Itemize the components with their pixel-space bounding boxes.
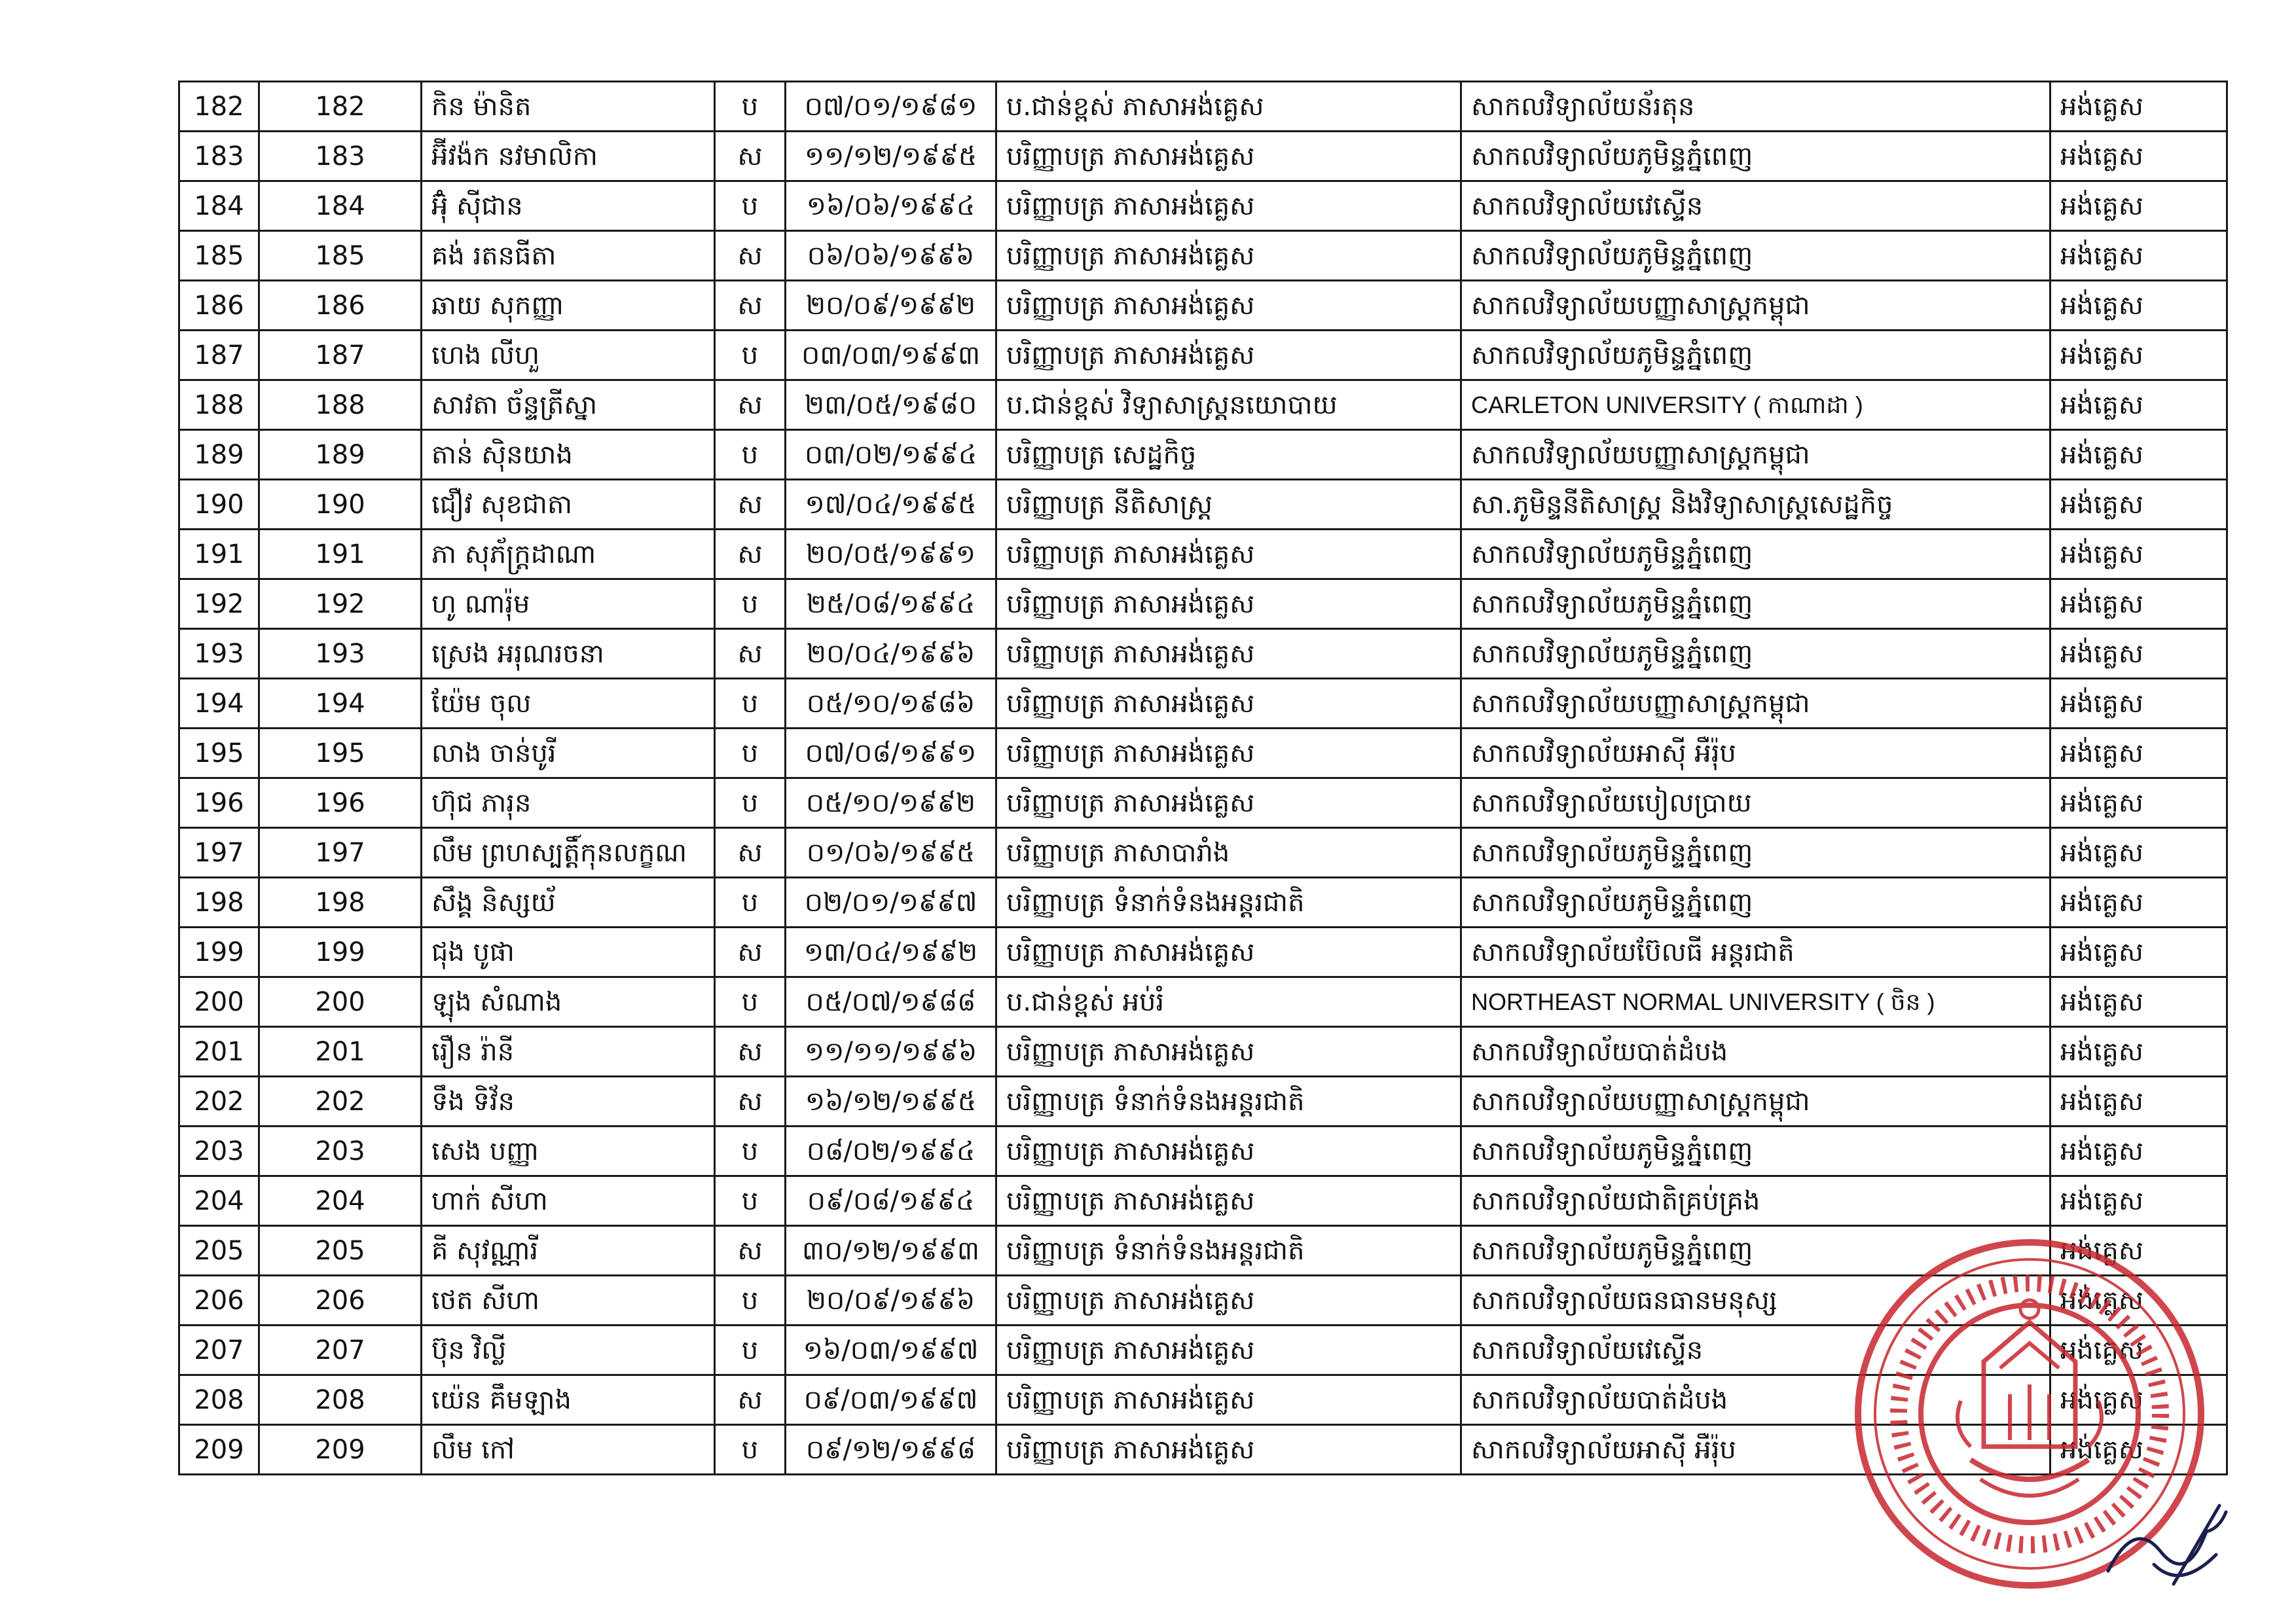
- institution-cell: សា.ភូមិន្ទនីតិសាស្ត្រ និងវិទ្យាសាស្ត្រសេដ្ឋកិច្ច: [1461, 480, 2050, 530]
- institution-cell: សាកលវិទ្យាល័យបញ្ញាសាស្ត្រកម្ពុជា: [1461, 679, 2050, 729]
- row-number-cell: 183: [179, 132, 259, 181]
- row-number-cell: 190: [179, 480, 259, 530]
- date-of-birth-cell: ២០/០៩/១៩៩៦: [786, 1276, 996, 1326]
- sex-cell: ស: [715, 928, 786, 977]
- field-cell: អង់គ្លេស: [2050, 878, 2227, 928]
- institution-cell: សាកលវិទ្យាល័យភូមិន្ទភ្នំពេញ: [1461, 579, 2050, 629]
- row-number-cell: 204: [179, 1176, 259, 1226]
- name-cell: លាង ចាន់បូរី: [422, 729, 715, 778]
- institution-cell: សាកលវិទ្យាល័យភូមិន្ទភ្នំពេញ: [1461, 231, 2050, 281]
- degree-major-cell: បរិញ្ញាបត្រ ទំនាក់ទំនងអន្តរជាតិ: [996, 878, 1461, 928]
- date-of-birth-cell: ១៧/០៤/១៩៩៥: [786, 480, 996, 530]
- id-number-cell: 184: [259, 181, 422, 231]
- row-number-cell: 209: [179, 1425, 259, 1475]
- id-number-cell: 183: [259, 132, 422, 181]
- institution-cell: សាកលវិទ្យាល័យវេស្ទើន: [1461, 181, 2050, 231]
- name-cell: ថេត សីហា: [422, 1276, 715, 1326]
- degree-major-cell: បរិញ្ញាបត្រ ភាសាអង់គ្លេស: [996, 928, 1461, 977]
- sex-cell: ស: [715, 828, 786, 878]
- field-cell: អង់គ្លេស: [2050, 530, 2227, 579]
- id-number-cell: 190: [259, 480, 422, 530]
- id-number-cell: 199: [259, 928, 422, 977]
- date-of-birth-cell: ០៩/០៨/១៩៩៤: [786, 1176, 996, 1226]
- table-row: [179, 1077, 2227, 1127]
- sex-cell: ស: [715, 629, 786, 679]
- date-of-birth-cell: ០៥/១០/១៩៩២: [786, 778, 996, 828]
- table-row: [179, 1027, 2227, 1077]
- sex-cell: ស: [715, 480, 786, 530]
- row-number-cell: 203: [179, 1127, 259, 1176]
- institution-cell: សាកលវិទ្យាល័យអាស៊ី អឺរ៉ុប: [1461, 729, 2050, 778]
- field-cell: អង់គ្លេស: [2050, 1077, 2227, 1127]
- name-cell: ឆាយ សុកញ្ញា: [422, 281, 715, 331]
- id-number-cell: 201: [259, 1027, 422, 1077]
- name-cell: ប៊ុន វិល្លី: [422, 1326, 715, 1375]
- sex-cell: ស: [715, 1375, 786, 1425]
- field-cell: អង់គ្លេស: [2050, 1127, 2227, 1176]
- institution-cell: សាកលវិទ្យាល័យភូមិន្ទភ្នំពេញ: [1461, 629, 2050, 679]
- id-number-cell: 192: [259, 579, 422, 629]
- sex-cell: ប: [715, 977, 786, 1027]
- name-cell: តាន់ ស៊ិនយាង: [422, 430, 715, 480]
- degree-major-cell: បរិញ្ញាបត្រ ភាសាអង់គ្លេស: [996, 1027, 1461, 1077]
- table-row: [179, 530, 2227, 579]
- table-row: [179, 1176, 2227, 1226]
- table-row: [179, 132, 2227, 181]
- degree-major-cell: បរិញ្ញាបត្រ ភាសាអង់គ្លេស: [996, 1176, 1461, 1226]
- name-cell: ឡុង សំណាង: [422, 977, 715, 1027]
- field-cell: អង់គ្លេស: [2050, 82, 2227, 132]
- sex-cell: ស: [715, 380, 786, 430]
- name-cell: ហាក់ សីហា: [422, 1176, 715, 1226]
- institution-cell: សាកលវិទ្យាល័យបាត់ដំបង: [1461, 1375, 2050, 1425]
- sex-cell: ប: [715, 1176, 786, 1226]
- row-number-cell: 195: [179, 729, 259, 778]
- name-cell: ភា សុភ័ក្ត្រដាណា: [422, 530, 715, 579]
- date-of-birth-cell: ១៦/០៦/១៩៩៤: [786, 181, 996, 231]
- field-cell: អង់គ្លេស: [2050, 231, 2227, 281]
- row-number-cell: 196: [179, 778, 259, 828]
- date-of-birth-cell: ១៦/១២/១៩៩៥: [786, 1077, 996, 1127]
- row-number-cell: 182: [179, 82, 259, 132]
- name-cell: សេង បញ្ញា: [422, 1127, 715, 1176]
- degree-major-cell: បរិញ្ញាបត្រ នីតិសាស្ត្រ: [996, 480, 1461, 530]
- id-number-cell: 208: [259, 1375, 422, 1425]
- sex-cell: ប: [715, 331, 786, 380]
- degree-major-cell: បរិញ្ញាបត្រ ភាសាអង់គ្លេស: [996, 331, 1461, 380]
- id-number-cell: 209: [259, 1425, 422, 1475]
- degree-major-cell: ប.ជាន់ខ្ពស់ អប់រំ: [996, 977, 1461, 1027]
- date-of-birth-cell: ១១/១១/១៩៩៦: [786, 1027, 996, 1077]
- name-cell: លឹម ព្រហស្បត្តិ៍កុនលក្ខណ: [422, 828, 715, 878]
- degree-major-cell: បរិញ្ញាបត្រ ភាសាបារាំង: [996, 828, 1461, 878]
- field-cell: អង់គ្លេស: [2050, 1276, 2227, 1326]
- field-cell: អង់គ្លេស: [2050, 1326, 2227, 1375]
- institution-cell: សាកលវិទ្យាល័យវេស្ទើន: [1461, 1326, 2050, 1375]
- institution-cell: សាកលវិទ្យាល័យបញ្ញាសាស្ត្រកម្ពុជា: [1461, 281, 2050, 331]
- sex-cell: ប: [715, 82, 786, 132]
- date-of-birth-cell: ២៥/០៨/១៩៩៤: [786, 579, 996, 629]
- sex-cell: ស: [715, 231, 786, 281]
- id-number-cell: 193: [259, 629, 422, 679]
- row-number-cell: 207: [179, 1326, 259, 1375]
- institution-cell: សាកលវិទ្យាល័យភូមិន្ទភ្នំពេញ: [1461, 530, 2050, 579]
- row-number-cell: 194: [179, 679, 259, 729]
- institution-cell: សាកលវិទ្យាល័យបៀលប្រាយ: [1461, 778, 2050, 828]
- row-number-cell: 205: [179, 1226, 259, 1276]
- date-of-birth-cell: ០៥/១០/១៩៨៦: [786, 679, 996, 729]
- field-cell: អង់គ្លេស: [2050, 1027, 2227, 1077]
- field-cell: អង់គ្លេស: [2050, 828, 2227, 878]
- field-cell: អង់គ្លេស: [2050, 977, 2227, 1027]
- table-row: [179, 430, 2227, 480]
- sex-cell: ស: [715, 1077, 786, 1127]
- field-cell: អង់គ្លេស: [2050, 629, 2227, 679]
- row-number-cell: 192: [179, 579, 259, 629]
- date-of-birth-cell: ០២/០១/១៩៩៧: [786, 878, 996, 928]
- sex-cell: ប: [715, 1425, 786, 1475]
- date-of-birth-cell: ០៧/០១/១៩៨១: [786, 82, 996, 132]
- id-number-cell: 187: [259, 331, 422, 380]
- degree-major-cell: បរិញ្ញាបត្រ សេដ្ឋកិច្ច: [996, 430, 1461, 480]
- row-number-cell: 199: [179, 928, 259, 977]
- sex-cell: ប: [715, 878, 786, 928]
- date-of-birth-cell: ១១/១២/១៩៩៥: [786, 132, 996, 181]
- table-row: [179, 878, 2227, 928]
- name-cell: ហូ ណារ៉ុម: [422, 579, 715, 629]
- name-cell: សឹង្គ និស្សយ័: [422, 878, 715, 928]
- row-number-cell: 186: [179, 281, 259, 331]
- field-cell: អង់គ្លេស: [2050, 928, 2227, 977]
- row-number-cell: 187: [179, 331, 259, 380]
- table-row: [179, 778, 2227, 828]
- row-number-cell: 202: [179, 1077, 259, 1127]
- date-of-birth-cell: ០៧/០៨/១៩៩១: [786, 729, 996, 778]
- table-row: [179, 629, 2227, 679]
- table-row: [179, 828, 2227, 878]
- degree-major-cell: បរិញ្ញាបត្រ ភាសាអង់គ្លេស: [996, 729, 1461, 778]
- field-cell: អង់គ្លេស: [2050, 679, 2227, 729]
- name-cell: យ៉េន គឹមឡាង: [422, 1375, 715, 1425]
- degree-major-cell: បរិញ្ញាបត្រ ភាសាអង់គ្លេស: [996, 679, 1461, 729]
- sex-cell: ប: [715, 1127, 786, 1176]
- name-cell: គី សុវណ្ណារី: [422, 1226, 715, 1276]
- field-cell: អង់គ្លេស: [2050, 331, 2227, 380]
- id-number-cell: 206: [259, 1276, 422, 1326]
- degree-major-cell: បរិញ្ញាបត្រ ភាសាអង់គ្លេស: [996, 1375, 1461, 1425]
- degree-major-cell: ប.ជាន់ខ្ពស់ ភាសាអង់គ្លេស: [996, 82, 1461, 132]
- date-of-birth-cell: ០៥/០៧/១៩៨៨: [786, 977, 996, 1027]
- id-number-cell: 204: [259, 1176, 422, 1226]
- institution-cell: សាកលវិទ្យាល័យភូមិន្ទភ្នំពេញ: [1461, 828, 2050, 878]
- id-number-cell: 200: [259, 977, 422, 1027]
- institution-cell: សាកលវិទ្យាល័យប៊ែលធី អន្តរជាតិ: [1461, 928, 2050, 977]
- table-row: [179, 579, 2227, 629]
- sex-cell: ប: [715, 729, 786, 778]
- table-row: [179, 679, 2227, 729]
- institution-cell: សាកលវិទ្យាល័យន័រតុន: [1461, 82, 2050, 132]
- date-of-birth-cell: ១៦/០៣/១៩៩៧: [786, 1326, 996, 1375]
- date-of-birth-cell: ២៣/០៥/១៩៨០: [786, 380, 996, 430]
- table-row: [179, 331, 2227, 380]
- degree-major-cell: បរិញ្ញាបត្រ ទំនាក់ទំនងអន្តរជាតិ: [996, 1226, 1461, 1276]
- table-row: [179, 1127, 2227, 1176]
- signature-icon: [2095, 1492, 2239, 1597]
- row-number-cell: 198: [179, 878, 259, 928]
- id-number-cell: 185: [259, 231, 422, 281]
- date-of-birth-cell: ២០/០៤/១៩៩៦: [786, 629, 996, 679]
- degree-major-cell: បរិញ្ញាបត្រ ភាសាអង់គ្លេស: [996, 530, 1461, 579]
- degree-major-cell: បរិញ្ញាបត្រ ភាសាអង់គ្លេស: [996, 778, 1461, 828]
- name-cell: រឿន រ៉ានី: [422, 1027, 715, 1077]
- institution-cell: សាកលវិទ្យាល័យបញ្ញាសាស្ត្រកម្ពុជា: [1461, 430, 2050, 480]
- degree-major-cell: បរិញ្ញាបត្រ ភាសាអង់គ្លេស: [996, 1326, 1461, 1375]
- sex-cell: ប: [715, 579, 786, 629]
- institution-cell: សាកលវិទ្យាល័យភូមិន្ទភ្នំពេញ: [1461, 878, 2050, 928]
- table-row: [179, 928, 2227, 977]
- row-number-cell: 188: [179, 380, 259, 430]
- name-cell: សាវតា ច័ន្ទត្រីស្នា: [422, 380, 715, 430]
- row-number-cell: 191: [179, 530, 259, 579]
- row-number-cell: 200: [179, 977, 259, 1027]
- name-cell: ស្រេង អរុណរចនា: [422, 629, 715, 679]
- date-of-birth-cell: ០៦/០៦/១៩៩៦: [786, 231, 996, 281]
- table-row: [179, 480, 2227, 530]
- sex-cell: ប: [715, 1276, 786, 1326]
- name-cell: ជឿវ សុខជាតា: [422, 480, 715, 530]
- field-cell: អង់គ្លេស: [2050, 281, 2227, 331]
- row-number-cell: 185: [179, 231, 259, 281]
- name-cell: លឹម កៅ: [422, 1425, 715, 1475]
- institution-cell: សាកលវិទ្យាល័យធនធានមនុស្ស: [1461, 1276, 2050, 1326]
- field-cell: អង់គ្លេស: [2050, 1226, 2227, 1276]
- degree-major-cell: បរិញ្ញាបត្រ ភាសាអង់គ្លេស: [996, 281, 1461, 331]
- name-cell: ជុង បូផា: [422, 928, 715, 977]
- name-cell: គង់ រតនធីតា: [422, 231, 715, 281]
- degree-major-cell: បរិញ្ញាបត្រ ភាសាអង់គ្លេស: [996, 579, 1461, 629]
- name-cell: យ៉ែម ចុល: [422, 679, 715, 729]
- institution-cell: សាកលវិទ្យាល័យបញ្ញាសាស្ត្រកម្ពុជា: [1461, 1077, 2050, 1127]
- row-number-cell: 197: [179, 828, 259, 878]
- name-cell: កិន ម៉ានិត: [422, 82, 715, 132]
- row-number-cell: 184: [179, 181, 259, 231]
- degree-major-cell: បរិញ្ញាបត្រ ភាសាអង់គ្លេស: [996, 132, 1461, 181]
- date-of-birth-cell: ០១/០៦/១៩៩៥: [786, 828, 996, 878]
- id-number-cell: 198: [259, 878, 422, 928]
- sex-cell: ស: [715, 132, 786, 181]
- table-row: [179, 977, 2227, 1027]
- date-of-birth-cell: ២០/០៥/១៩៩១: [786, 530, 996, 579]
- table-row: [179, 82, 2227, 132]
- date-of-birth-cell: ០៣/០៣/១៩៩៣: [786, 331, 996, 380]
- degree-major-cell: បរិញ្ញាបត្រ ទំនាក់ទំនងអន្តរជាតិ: [996, 1077, 1461, 1127]
- id-number-cell: 189: [259, 430, 422, 480]
- sex-cell: ប: [715, 1326, 786, 1375]
- table-row: [179, 231, 2227, 281]
- degree-major-cell: ប.ជាន់ខ្ពស់ វិទ្យាសាស្ត្រនយោបាយ: [996, 380, 1461, 430]
- id-number-cell: 191: [259, 530, 422, 579]
- table-row: [179, 181, 2227, 231]
- date-of-birth-cell: ៣០/១២/១៩៩៣: [786, 1226, 996, 1276]
- name-cell: ហេង លីហួ: [422, 331, 715, 380]
- date-of-birth-cell: ២០/០៩/១៩៩២: [786, 281, 996, 331]
- row-number-cell: 206: [179, 1276, 259, 1326]
- field-cell: អង់គ្លេស: [2050, 1375, 2227, 1425]
- institution-cell: សាកលវិទ្យាល័យភូមិន្ទភ្នំពេញ: [1461, 132, 2050, 181]
- field-cell: អង់គ្លេស: [2050, 181, 2227, 231]
- field-cell: អង់គ្លេស: [2050, 1425, 2227, 1475]
- date-of-birth-cell: ០៩/០៣/១៩៩៧: [786, 1375, 996, 1425]
- institution-cell: សាកលវិទ្យាល័យបាត់ដំបង: [1461, 1027, 2050, 1077]
- institution-cell: សាកលវិទ្យាល័យជាតិគ្រប់គ្រង: [1461, 1176, 2050, 1226]
- sex-cell: ប: [715, 430, 786, 480]
- sex-cell: ប: [715, 778, 786, 828]
- name-cell: ទឹង ទិវ័ន: [422, 1077, 715, 1127]
- institution-cell: CARLETON UNIVERSITY ( កាណាដា ): [1461, 380, 2050, 430]
- field-cell: អង់គ្លេស: [2050, 430, 2227, 480]
- name-cell: អ៊ីវង៉ក នវមាលិកា: [422, 132, 715, 181]
- id-number-cell: 188: [259, 380, 422, 430]
- degree-major-cell: បរិញ្ញាបត្រ ភាសាអង់គ្លេស: [996, 1425, 1461, 1475]
- table-row: [179, 380, 2227, 430]
- id-number-cell: 203: [259, 1127, 422, 1176]
- field-cell: អង់គ្លេស: [2050, 579, 2227, 629]
- field-cell: អង់គ្លេស: [2050, 480, 2227, 530]
- id-number-cell: 194: [259, 679, 422, 729]
- id-number-cell: 205: [259, 1226, 422, 1276]
- field-cell: អង់គ្លេស: [2050, 778, 2227, 828]
- sex-cell: ស: [715, 1226, 786, 1276]
- degree-major-cell: បរិញ្ញាបត្រ ភាសាអង់គ្លេស: [996, 181, 1461, 231]
- name-cell: ហ៊ុជ ភារុន: [422, 778, 715, 828]
- id-number-cell: 202: [259, 1077, 422, 1127]
- date-of-birth-cell: ០៩/១២/១៩៩៨: [786, 1425, 996, 1475]
- id-number-cell: 197: [259, 828, 422, 878]
- sex-cell: ស: [715, 281, 786, 331]
- table-row: [179, 281, 2227, 331]
- id-number-cell: 196: [259, 778, 422, 828]
- institution-cell: សាកលវិទ្យាល័យអាស៊ី អឺរ៉ុប: [1461, 1425, 2050, 1475]
- row-number-cell: 201: [179, 1027, 259, 1077]
- row-number-cell: 208: [179, 1375, 259, 1425]
- degree-major-cell: បរិញ្ញាបត្រ ភាសាអង់គ្លេស: [996, 629, 1461, 679]
- id-number-cell: 195: [259, 729, 422, 778]
- date-of-birth-cell: ០៣/០២/១៩៩៤: [786, 430, 996, 480]
- field-cell: អង់គ្លេស: [2050, 380, 2227, 430]
- row-number-cell: 189: [179, 430, 259, 480]
- institution-cell: សាកលវិទ្យាល័យភូមិន្ទភ្នំពេញ: [1461, 1127, 2050, 1176]
- sex-cell: ស: [715, 530, 786, 579]
- id-number-cell: 186: [259, 281, 422, 331]
- institution-cell: NORTHEAST NORMAL UNIVERSITY ( ចិន ): [1461, 977, 2050, 1027]
- institution-cell: សាកលវិទ្យាល័យភូមិន្ទភ្នំពេញ: [1461, 331, 2050, 380]
- degree-major-cell: បរិញ្ញាបត្រ ភាសាអង់គ្លេស: [996, 231, 1461, 281]
- field-cell: អង់គ្លេស: [2050, 729, 2227, 778]
- degree-major-cell: បរិញ្ញាបត្រ ភាសាអង់គ្លេស: [996, 1276, 1461, 1326]
- id-number-cell: 207: [259, 1326, 422, 1375]
- degree-major-cell: បរិញ្ញាបត្រ ភាសាអង់គ្លេស: [996, 1127, 1461, 1176]
- id-number-cell: 182: [259, 82, 422, 132]
- field-cell: អង់គ្លេស: [2050, 1176, 2227, 1226]
- name-cell: អ៊ុំ ស៊ីជាន: [422, 181, 715, 231]
- institution-cell: សាកលវិទ្យាល័យភូមិន្ទភ្នំពេញ: [1461, 1226, 2050, 1276]
- sex-cell: ប: [715, 679, 786, 729]
- sex-cell: ស: [715, 1027, 786, 1077]
- table-row: [179, 729, 2227, 778]
- field-cell: អង់គ្លេស: [2050, 132, 2227, 181]
- date-of-birth-cell: ០៨/០២/១៩៩៤: [786, 1127, 996, 1176]
- date-of-birth-cell: ១៣/០៤/១៩៩២: [786, 928, 996, 977]
- row-number-cell: 193: [179, 629, 259, 679]
- sex-cell: ប: [715, 181, 786, 231]
